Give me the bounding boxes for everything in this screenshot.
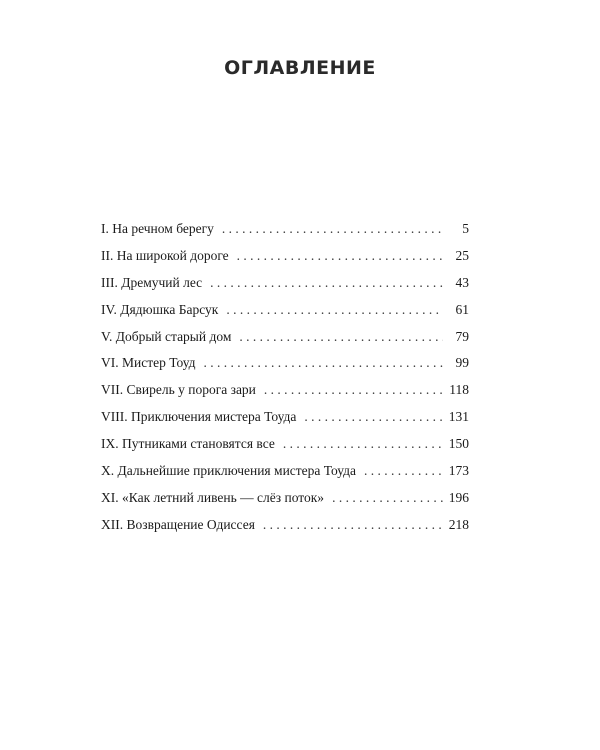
dot-leader: [332, 490, 443, 506]
toc-entry-title: VII. Свирель у порога зари: [101, 382, 256, 398]
toc-entry[interactable]: [101, 382, 469, 409]
toc-entry[interactable]: [101, 463, 469, 490]
toc-entry-page-number: 61: [455, 301, 469, 317]
toc-entry[interactable]: [101, 329, 469, 356]
toc-entry-title: II. На широкой дороге: [101, 247, 229, 263]
dot-leader: [239, 329, 443, 345]
toc-entry-title: IV. Дядюшка Барсук: [101, 301, 219, 317]
toc-entry-title: VI. Мистер Тоуд: [101, 355, 196, 371]
toc-entry-page-number: 25: [455, 247, 469, 263]
toc-entry-page-number: 131: [448, 409, 469, 425]
toc-entry-title: XII. Возвращение Одиссея: [101, 516, 255, 532]
toc-entry[interactable]: [101, 490, 469, 517]
toc-entry[interactable]: [101, 302, 469, 329]
dot-leader: [263, 517, 443, 533]
dot-leader: [222, 221, 443, 237]
toc-entry[interactable]: [101, 517, 469, 544]
toc-entry-title: VIII. Приключения мистера Тоуда: [101, 409, 297, 425]
dot-leader: [304, 409, 442, 425]
toc-entry-page-number: 150: [448, 436, 469, 452]
table-of-contents: [101, 221, 469, 544]
toc-entry[interactable]: [101, 275, 469, 302]
toc-entry[interactable]: [101, 221, 469, 248]
dot-leader: [210, 275, 443, 291]
toc-entry[interactable]: [101, 409, 469, 436]
toc-entry-page-number: 196: [448, 489, 469, 505]
page-title: ОГЛАВЛЕНИЕ: [224, 56, 376, 79]
dot-leader: [203, 355, 443, 371]
toc-entry-title: IX. Путниками становятся все: [101, 436, 275, 452]
dot-leader: [237, 248, 443, 264]
toc-entry[interactable]: [101, 355, 469, 382]
toc-entry-page-number: 99: [455, 355, 469, 371]
dot-leader: [364, 463, 443, 479]
toc-entry-page-number: 79: [455, 328, 469, 344]
toc-entry-title: XI. «Как летний ливень — слёз поток»: [101, 489, 325, 505]
toc-entry-title: X. Дальнейшие приключения мистера Тоуда: [101, 463, 357, 479]
toc-entry-title: III. Дремучий лес: [101, 274, 203, 290]
toc-entry-page-number: 218: [448, 516, 469, 532]
dot-leader: [264, 382, 443, 398]
toc-entry-title: V. Добрый старый дом: [101, 328, 232, 344]
dot-leader: [283, 436, 443, 452]
toc-entry-page-number: 43: [455, 274, 469, 290]
toc-entry-page-number: 173: [448, 463, 469, 479]
toc-entry[interactable]: [101, 436, 469, 463]
toc-entry-title: I. На речном берегу: [101, 221, 214, 236]
toc-entry-page-number: 118: [449, 382, 469, 398]
dot-leader: [226, 302, 443, 318]
toc-entry-page-number: 5: [462, 221, 469, 236]
toc-entry[interactable]: [101, 248, 469, 275]
